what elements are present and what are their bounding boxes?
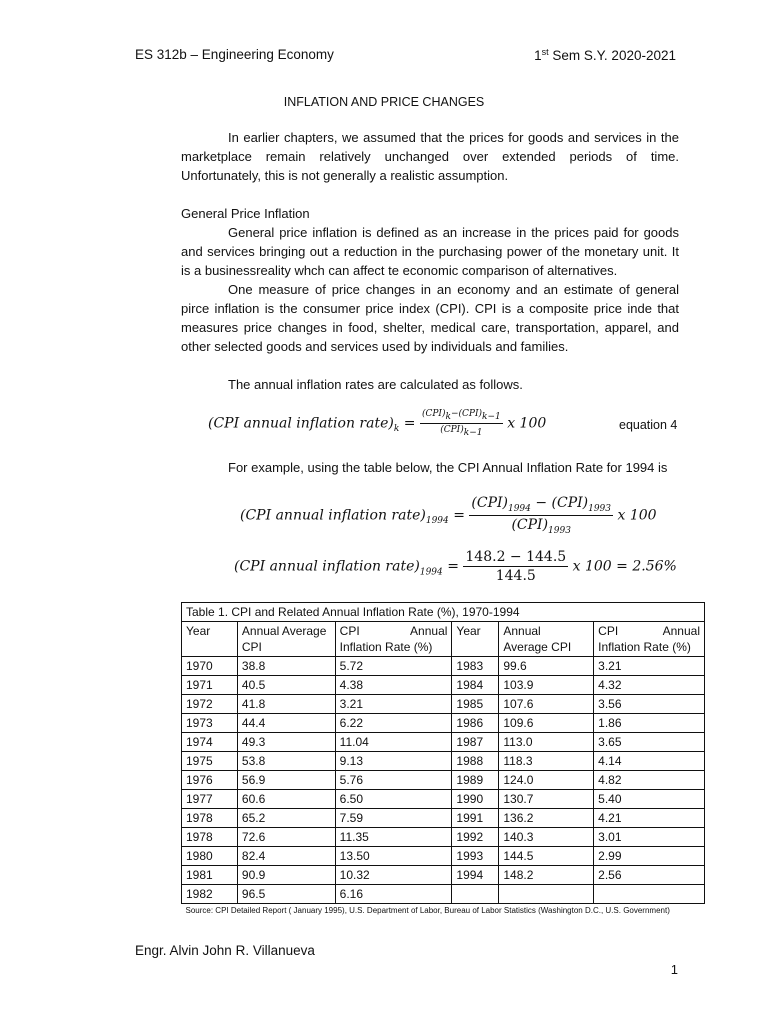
- page-title: INFLATION AND PRICE CHANGES: [283, 95, 485, 109]
- table-cell: 113.0: [499, 733, 594, 752]
- table-row: [182, 828, 705, 847]
- table-header-row: [182, 622, 705, 657]
- equation-label: equation 4: [619, 418, 678, 432]
- table-cell: 1976: [182, 771, 238, 790]
- table-cell: 1981: [182, 866, 238, 885]
- header-year: Year: [182, 622, 238, 657]
- table-row: [182, 714, 705, 733]
- table-cell: 1980: [182, 847, 238, 866]
- table-cell: 1975: [182, 752, 238, 771]
- table-cell: 41.8: [237, 695, 335, 714]
- table-cell: 72.6: [237, 828, 335, 847]
- equation-4: (CPI annual inflation $rate)_k$ = $\frac{(CPI)_k-(CPI)_{k-1}}{(CPI)_{k-1}}$ x 100: [208, 409, 547, 438]
- table-cell: 1992: [452, 828, 499, 847]
- table-cell: 11.35: [335, 828, 452, 847]
- table-cell: 13.50: [335, 847, 452, 866]
- header-annual-average: Annual Average CPI: [237, 622, 335, 657]
- paragraph-cpi: One measure of price changes in an economy and an estimate of general pirce inflation is the consumer price index (CPI). CPI is a composite price inde that measures price changes in food, shelter, medical care, transportation, apparel, and other selected goods and services used by individuals and families.: [181, 282, 679, 354]
- section-heading: General Price Inflation: [181, 206, 310, 221]
- paragraph-rates: The annual inflation rates are calculated as follows.: [228, 377, 523, 392]
- table-cell: 1989: [452, 771, 499, 790]
- table-cell: 118.3: [499, 752, 594, 771]
- table-cell: 90.9: [237, 866, 335, 885]
- table-cell: 56.9: [237, 771, 335, 790]
- table-cell: 6.16: [335, 885, 452, 904]
- table-body: [182, 657, 705, 904]
- example-equation-2: (CPI annual inflation $rate)_{1994}$ = $\frac{148.2 - 144.5}{144.5}$ x 100 = 2.56%: [234, 549, 677, 584]
- table-cell: 124.0: [499, 771, 594, 790]
- table-cell: [594, 885, 705, 904]
- table-cell: 4.38: [335, 676, 452, 695]
- table-cell: 1993: [452, 847, 499, 866]
- table-cell: 1986: [452, 714, 499, 733]
- table-cell: 1977: [182, 790, 238, 809]
- table-cell: 3.21: [335, 695, 452, 714]
- table-cell: 38.8: [237, 657, 335, 676]
- table-row: [182, 752, 705, 771]
- table-cell: 4.14: [594, 752, 705, 771]
- table-cell: 2.99: [594, 847, 705, 866]
- table-row: [182, 733, 705, 752]
- table-cell: 1988: [452, 752, 499, 771]
- course-title: ES 312b – Engineering Economy: [135, 47, 334, 62]
- table-cell: 5.76: [335, 771, 452, 790]
- table-cell: 1985: [452, 695, 499, 714]
- table-cell: [499, 885, 594, 904]
- table-cell: 1973: [182, 714, 238, 733]
- table-row: [182, 771, 705, 790]
- table-cell: 1974: [182, 733, 238, 752]
- table-cell: 6.22: [335, 714, 452, 733]
- table-cell: 1994: [452, 866, 499, 885]
- table-cell: 44.4: [237, 714, 335, 733]
- author-name: Engr. Alvin John R. Villanueva: [135, 943, 315, 958]
- table-cell: 1972: [182, 695, 238, 714]
- table-cell: 148.2: [499, 866, 594, 885]
- table-cell: 99.6: [499, 657, 594, 676]
- header-year-2: Year: [452, 622, 499, 657]
- table-cell: 1.86: [594, 714, 705, 733]
- table-caption: Table 1. CPI and Related Annual Inflation Rate (%), 1970-1994: [182, 603, 705, 622]
- table-cell: 5.72: [335, 657, 452, 676]
- intro-paragraph: In earlier chapters, we assumed that the prices for goods and services in the marketplace remain relatively unchanged over extended periods of time. Unfortunately, this is not generally a realistic assumption.: [181, 130, 679, 183]
- table-cell: 65.2: [237, 809, 335, 828]
- table-row: [182, 657, 705, 676]
- table-cell: 3.65: [594, 733, 705, 752]
- table-cell: 96.5: [237, 885, 335, 904]
- table-cell: 140.3: [499, 828, 594, 847]
- table-row: [182, 809, 705, 828]
- table-cell: 1987: [452, 733, 499, 752]
- table-cell: 1984: [452, 676, 499, 695]
- table-cell: 107.6: [499, 695, 594, 714]
- table-cell: 130.7: [499, 790, 594, 809]
- table-cell: 10.32: [335, 866, 452, 885]
- table-cell: 1971: [182, 676, 238, 695]
- table-cell: 7.59: [335, 809, 452, 828]
- example-equation-1: (CPI annual inflation $rate)_{1994}$ = $\frac{(CPI)_{1994} - (CPI)_{1993}}{(CPI)_{1993}}$ x 100: [240, 495, 657, 536]
- table-cell: 4.82: [594, 771, 705, 790]
- table-cell: 1982: [182, 885, 238, 904]
- table-cell: 1970: [182, 657, 238, 676]
- table-cell: 11.04: [335, 733, 452, 752]
- header-inflation-rate: CPI Annual Inflation Rate (%): [335, 622, 452, 657]
- table-cell: 1983: [452, 657, 499, 676]
- cpi-table: [181, 602, 705, 920]
- semester-label: 1st Sem S.Y. 2020-2021: [534, 47, 676, 63]
- header-inflation-rate-2: CPI Annual Inflation Rate (%): [594, 622, 705, 657]
- table-cell: 136.2: [499, 809, 594, 828]
- example-intro: For example, using the table below, the CPI Annual Inflation Rate for 1994 is: [228, 460, 668, 475]
- table-cell: 3.56: [594, 695, 705, 714]
- table-cell: 9.13: [335, 752, 452, 771]
- table-cell: 2.56: [594, 866, 705, 885]
- table-source: Source: CPI Detailed Report ( January 1995), U.S. Department of Labor, Bureau of Labor Statistics (Washington D.C., U.S. Government): [185, 906, 670, 915]
- table-cell: 109.6: [499, 714, 594, 733]
- table-cell: 144.5: [499, 847, 594, 866]
- table-row: [182, 676, 705, 695]
- table-cell: 60.6: [237, 790, 335, 809]
- table-cell: 6.50: [335, 790, 452, 809]
- header-annual-average-2: Annual Average CPI: [499, 622, 594, 657]
- table-cell: 1978: [182, 809, 238, 828]
- table-cell: 82.4: [237, 847, 335, 866]
- table-cell: 53.8: [237, 752, 335, 771]
- table-row: [182, 847, 705, 866]
- table-cell: 1991: [452, 809, 499, 828]
- table-cell: 1978: [182, 828, 238, 847]
- table-cell: 4.32: [594, 676, 705, 695]
- table-cell: 1990: [452, 790, 499, 809]
- table-row: [182, 885, 705, 904]
- table-cell: [452, 885, 499, 904]
- table-cell: 40.5: [237, 676, 335, 695]
- table-row: [182, 695, 705, 714]
- body-text: [181, 128, 679, 394]
- table-row: [182, 866, 705, 885]
- page-number: 1: [670, 962, 678, 977]
- table-cell: 4.21: [594, 809, 705, 828]
- table-cell: 5.40: [594, 790, 705, 809]
- table-cell: 49.3: [237, 733, 335, 752]
- table-cell: 103.9: [499, 676, 594, 695]
- paragraph-definition: General price inflation is defined as an increase in the prices paid for goods and services bringing out a reduction in the purchasing power of the monetary unit. It is a businessreality whch can affect te economic comparison of alternatives.: [181, 225, 679, 278]
- table-row: [182, 790, 705, 809]
- table-cell: 3.01: [594, 828, 705, 847]
- table-cell: 3.21: [594, 657, 705, 676]
